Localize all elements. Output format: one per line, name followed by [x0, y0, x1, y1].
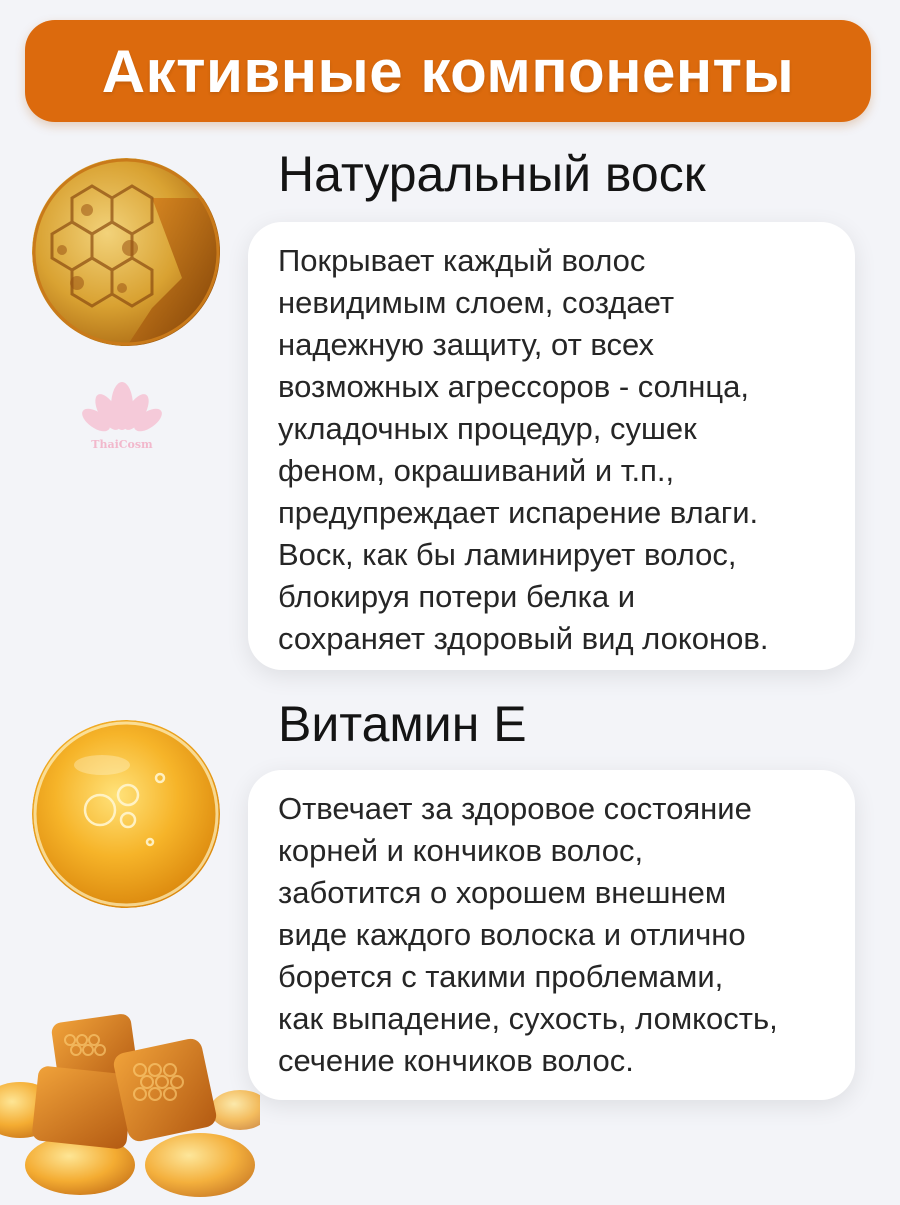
lotus-icon: [78, 378, 166, 438]
description-card-wax: [248, 222, 855, 670]
lotus-logo: [78, 378, 166, 456]
beeswax-honeycomb-icon: [32, 158, 220, 346]
description-card-vitamin: [248, 770, 855, 1100]
logo-text: ThaiCosm: [91, 438, 153, 451]
description-text-vitamin: Отвечает за здоровое состояние корней и кончиков волос, заботится о хорошем внешнем виде каждого волоска и отлично борется с такими проблемами, как выпадение, сухость, ломкость, сечение кончиков волос.: [278, 791, 778, 1078]
section-title-vitamin: Витамин Е: [278, 696, 527, 752]
description-text-wax: Покрывает каждый волос невидимым слоем, создает надежную защиту, от всех возможных агрессоров - солнца, укладочных процедур, сушек феном, окрашиваний и т.п., предупреждает испарение влаги. Воск, как бы ламинирует волос, блокируя потери белка и сохраняет здоровый вид локонов.: [278, 243, 769, 656]
honey-capsules-decoration: [0, 960, 260, 1200]
section-title-wax: Натуральный воск: [278, 146, 706, 202]
page-title: Активные компоненты: [101, 37, 795, 105]
header-banner: [25, 20, 871, 122]
vitamin-e-oil-drop-icon: [32, 720, 220, 908]
